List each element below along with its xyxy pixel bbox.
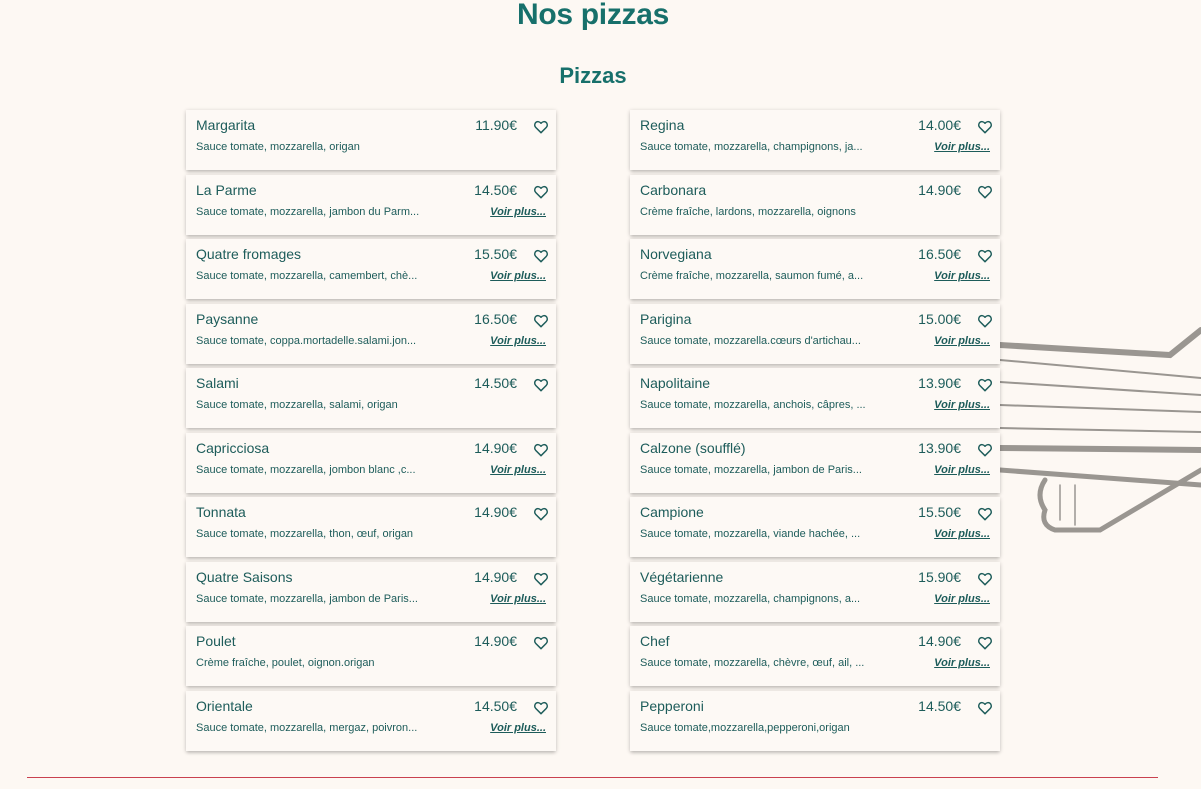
pizza-description: Sauce tomate, coppa.mortadelle.salami.jon... bbox=[196, 334, 417, 347]
pizza-name: Norvegiana bbox=[640, 246, 712, 262]
pizza-description: Sauce tomate, mozzarella, jambon de Paris... bbox=[196, 592, 418, 605]
pizza-price: 14.90€ bbox=[918, 181, 961, 198]
heart-icon[interactable] bbox=[977, 377, 993, 393]
voir-plus-link[interactable]: Voir plus... bbox=[490, 721, 546, 734]
pizza-card[interactable] bbox=[186, 110, 556, 170]
pizza-price: 16.50€ bbox=[474, 310, 517, 327]
pizza-description: Sauce tomate, mozzarella, anchois, câpres, ... bbox=[640, 399, 866, 411]
heart-icon[interactable] bbox=[977, 506, 993, 522]
heart-icon[interactable] bbox=[533, 635, 549, 651]
pizza-card[interactable] bbox=[186, 562, 556, 622]
pizza-name: Poulet bbox=[196, 633, 236, 649]
voir-plus-link[interactable]: Voir plus... bbox=[490, 334, 546, 347]
pizza-description: Sauce tomate,mozzarella,pepperoni,origan bbox=[640, 721, 850, 734]
pizza-price: 14.50€ bbox=[918, 697, 961, 714]
voir-plus-link[interactable]: Voir plus... bbox=[490, 205, 546, 218]
pizza-card[interactable] bbox=[630, 175, 1000, 235]
heart-icon[interactable] bbox=[977, 313, 993, 329]
pizza-price: 15.90€ bbox=[918, 568, 961, 585]
pizza-description: Crème fraîche, lardons, mozzarella, oignons bbox=[640, 205, 856, 218]
pizza-card[interactable] bbox=[630, 110, 1000, 170]
voir-plus-link[interactable]: Voir plus... bbox=[490, 270, 546, 282]
pizza-price: 14.90€ bbox=[474, 568, 517, 585]
pizza-name: Tonnata bbox=[196, 504, 246, 520]
pizza-name: Calzone (soufflé) bbox=[640, 439, 746, 456]
voir-plus-link[interactable]: Voir plus... bbox=[934, 592, 990, 605]
pizza-card[interactable] bbox=[630, 304, 1000, 364]
pizza-card[interactable] bbox=[186, 626, 556, 686]
pizza-card[interactable] bbox=[186, 239, 556, 299]
pizza-price: 14.90€ bbox=[474, 633, 517, 649]
pizza-card[interactable] bbox=[630, 562, 1000, 622]
heart-icon[interactable] bbox=[533, 506, 549, 522]
pizza-description: Sauce tomate, mozzarella, chèvre, œuf, ail, ... bbox=[640, 657, 865, 669]
pizza-price: 14.00€ bbox=[918, 117, 961, 133]
pizza-description: Sauce tomate, mozzarella, camembert, chè... bbox=[196, 270, 418, 282]
pizza-price: 11.90€ bbox=[475, 117, 517, 133]
pizza-description: Sauce tomate, mozzarella, jambon de Paris... bbox=[640, 463, 862, 476]
pizza-price: 13.90€ bbox=[918, 439, 961, 456]
pizza-card[interactable] bbox=[630, 691, 1000, 751]
pizza-description: Sauce tomate, mozzarella, jambon du Parm... bbox=[196, 205, 420, 218]
pizza-card[interactable] bbox=[186, 304, 556, 364]
pizza-name: Pepperoni bbox=[640, 697, 704, 714]
voir-plus-link[interactable]: Voir plus... bbox=[934, 657, 990, 669]
heart-icon[interactable] bbox=[533, 700, 549, 716]
pizza-list-right bbox=[630, 110, 1000, 755]
pizza-card[interactable] bbox=[630, 626, 1000, 686]
pizza-price: 14.50€ bbox=[474, 375, 517, 391]
pizza-description: Sauce tomate, mozzarella, salami, origan bbox=[196, 399, 398, 411]
pizza-description: Sauce tomate, mozzarella, jombon blanc ,c... bbox=[196, 463, 416, 476]
pizza-card[interactable] bbox=[186, 368, 556, 428]
pizza-description: Sauce tomate, mozzarella, champignons, ja... bbox=[640, 141, 863, 153]
pizza-card[interactable] bbox=[186, 497, 556, 557]
section-title: Pizzas bbox=[559, 63, 627, 88]
pizza-name: Végétarienne bbox=[640, 568, 724, 585]
pizza-price: 15.00€ bbox=[918, 310, 961, 327]
voir-plus-link[interactable]: Voir plus... bbox=[934, 270, 990, 282]
voir-plus-link[interactable]: Voir plus... bbox=[934, 528, 990, 540]
pizza-price: 16.50€ bbox=[918, 246, 961, 262]
pizza-description: Sauce tomate, mozzarella, thon, œuf, origan bbox=[196, 528, 414, 540]
heart-icon[interactable] bbox=[533, 313, 549, 329]
heart-icon[interactable] bbox=[533, 248, 549, 264]
pizza-price: 14.90€ bbox=[474, 504, 517, 520]
pizza-price: 14.50€ bbox=[474, 697, 517, 714]
pizza-card[interactable] bbox=[186, 175, 556, 235]
heart-icon[interactable] bbox=[977, 119, 993, 135]
voir-plus-link[interactable]: Voir plus... bbox=[490, 592, 546, 605]
pizza-card[interactable] bbox=[630, 497, 1000, 557]
pizza-name: Campione bbox=[640, 504, 704, 520]
voir-plus-link[interactable]: Voir plus... bbox=[934, 334, 990, 347]
pizza-card[interactable] bbox=[630, 368, 1000, 428]
pizza-card[interactable] bbox=[630, 239, 1000, 299]
pizza-description: Sauce tomate, mozzarella, origan bbox=[196, 141, 360, 153]
pizza-peel-illustration bbox=[1000, 320, 1201, 540]
pizza-name: Chef bbox=[640, 633, 670, 649]
heart-icon[interactable] bbox=[533, 377, 549, 393]
voir-plus-link[interactable]: Voir plus... bbox=[934, 463, 990, 476]
heart-icon[interactable] bbox=[533, 184, 549, 200]
pizza-price: 13.90€ bbox=[918, 375, 961, 391]
pizza-name: Quatre Saisons bbox=[196, 568, 293, 585]
pizza-price: 14.50€ bbox=[474, 181, 517, 198]
pizza-card[interactable] bbox=[186, 433, 556, 493]
heart-icon[interactable] bbox=[533, 442, 549, 458]
heart-icon[interactable] bbox=[533, 119, 549, 135]
voir-plus-link[interactable]: Voir plus... bbox=[934, 141, 990, 153]
pizza-description: Sauce tomate, mozzarella.cœurs d'artichau... bbox=[640, 334, 861, 347]
pizza-name: Parigina bbox=[640, 310, 692, 327]
pizza-description: Sauce tomate, mozzarella, champignons, a... bbox=[640, 592, 861, 605]
voir-plus-link[interactable]: Voir plus... bbox=[934, 399, 990, 411]
pizza-name: Paysanne bbox=[196, 310, 259, 327]
pizza-price: 15.50€ bbox=[918, 504, 961, 520]
pizza-card[interactable] bbox=[630, 433, 1000, 493]
heart-icon[interactable] bbox=[977, 635, 993, 651]
pizza-name: Salami bbox=[196, 375, 239, 391]
pizza-name: Carbonara bbox=[640, 181, 707, 198]
pizza-description: Sauce tomate, mozzarella, mergaz, poivron... bbox=[196, 721, 418, 734]
footer-divider bbox=[27, 777, 1158, 778]
heart-icon[interactable] bbox=[533, 571, 549, 587]
pizza-price: 15.50€ bbox=[474, 246, 517, 262]
heart-icon[interactable] bbox=[977, 571, 993, 587]
heart-icon[interactable] bbox=[977, 700, 993, 716]
heart-icon[interactable] bbox=[977, 184, 993, 200]
pizza-name: La Parme bbox=[196, 181, 257, 198]
voir-plus-link[interactable]: Voir plus... bbox=[490, 463, 546, 476]
pizza-name: Regina bbox=[640, 117, 685, 133]
pizza-description: Sauce tomate, mozzarella, viande hachée, ... bbox=[640, 528, 861, 540]
pizza-price: 14.90€ bbox=[474, 439, 517, 456]
pizza-name: Quatre fromages bbox=[196, 246, 302, 262]
heart-icon[interactable] bbox=[977, 442, 993, 458]
pizza-name: Margarita bbox=[196, 117, 256, 133]
pizza-list-left bbox=[186, 110, 556, 755]
pizza-name: Orientale bbox=[196, 697, 253, 714]
pizza-description: Crème fraîche, poulet, oignon.origan bbox=[196, 657, 375, 669]
pizza-name: Napolitaine bbox=[640, 375, 711, 391]
pizza-card[interactable] bbox=[186, 691, 556, 751]
pizza-description: Crème fraîche, mozzarella, saumon fumé, a... bbox=[640, 270, 864, 282]
pizza-price: 14.90€ bbox=[918, 633, 961, 649]
pizza-name: Capricciosa bbox=[196, 439, 270, 456]
heart-icon[interactable] bbox=[977, 248, 993, 264]
page-title: Nos pizzas bbox=[516, 0, 670, 31]
